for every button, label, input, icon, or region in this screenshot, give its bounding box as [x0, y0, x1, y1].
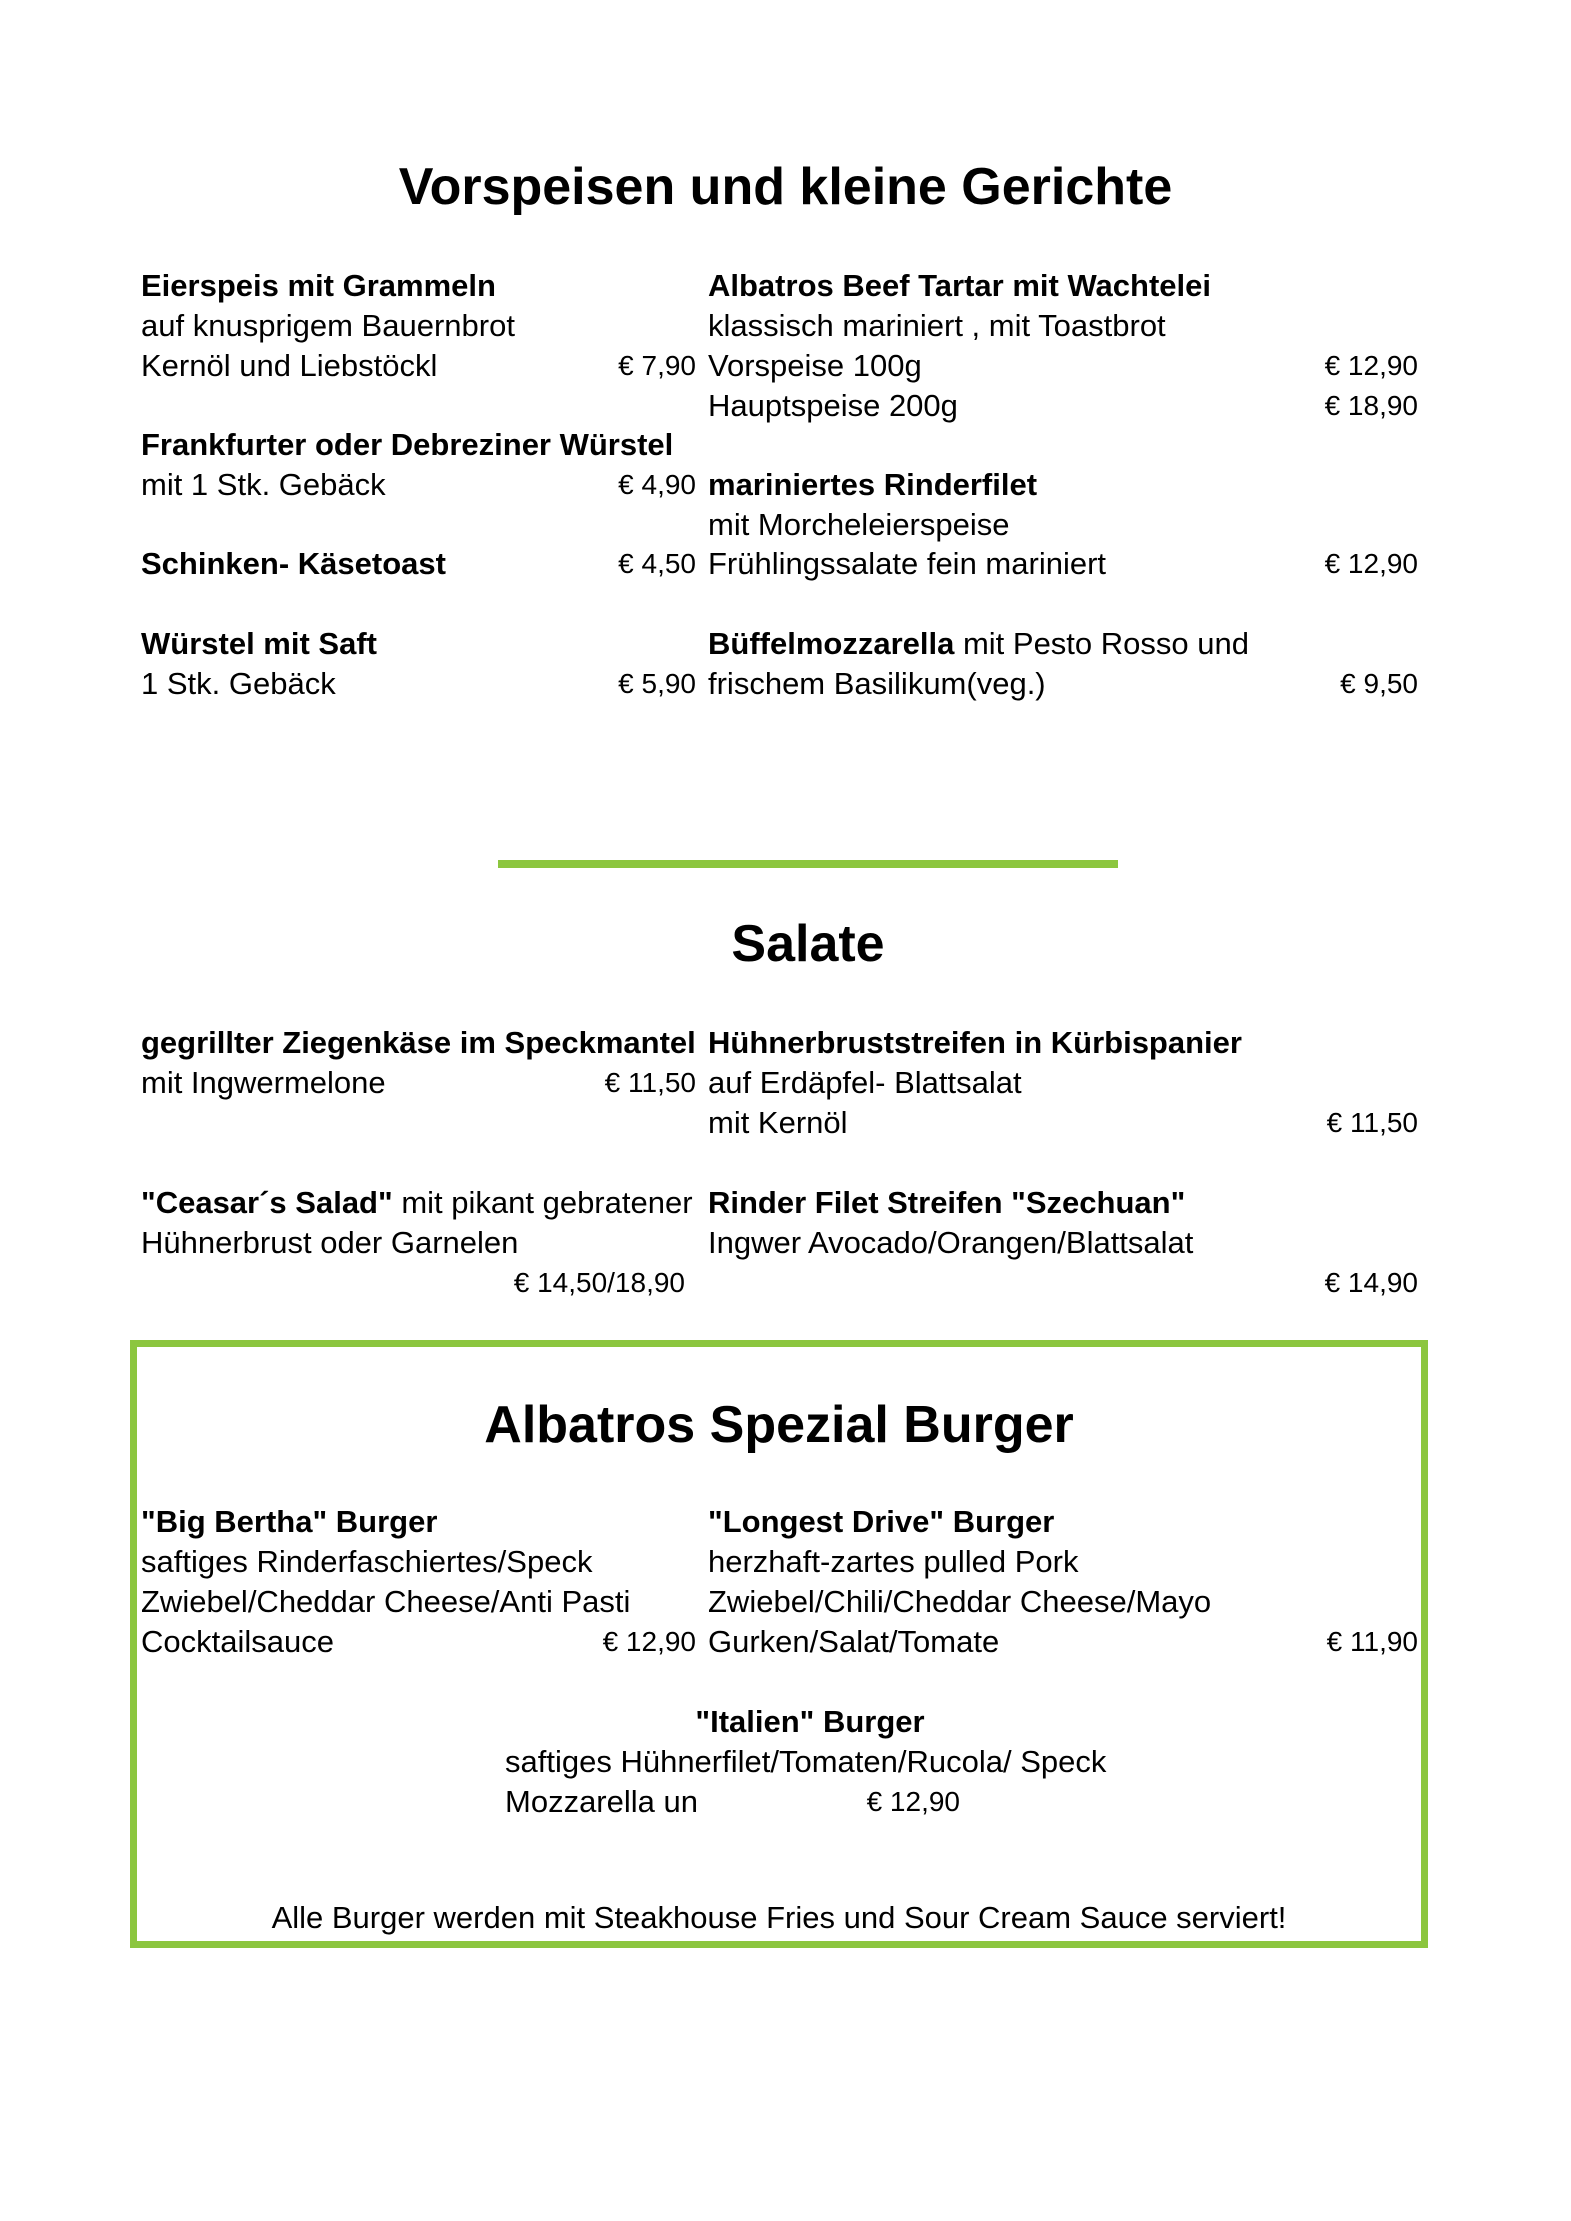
- dish-price: € 4,90: [618, 469, 696, 500]
- section-title-salate: Salate: [731, 915, 885, 973]
- burger-footer-note: Alle Burger werden mit Steakhouse Fries und Sour Cream Sauce serviert!: [271, 1900, 1287, 1935]
- section-title-burger: Albatros Spezial Burger: [484, 1396, 1074, 1454]
- dish-name: Würstel mit Saft: [141, 626, 377, 661]
- dish-name: Büffelmozzarella: [708, 626, 955, 661]
- dish-description: Hühnerbrust oder Garnelen: [141, 1225, 519, 1260]
- dish-price: € 7,90: [618, 350, 696, 381]
- dish-name: mariniertes Rinderfilet: [708, 467, 1038, 502]
- dish-price: € 11,50: [604, 1067, 696, 1098]
- dish-name: "Big Bertha" Burger: [141, 1504, 438, 1539]
- dish-description: klassisch mariniert , mit Toastbrot: [708, 308, 1166, 343]
- dish-description: saftiges Rinderfaschiertes/Speck: [141, 1544, 593, 1579]
- dish-description: Cocktailsauce: [141, 1624, 334, 1659]
- dish-description: mit Ingwermelone: [141, 1065, 386, 1100]
- dish-description: 1 Stk. Gebäck: [141, 666, 336, 701]
- dish-description: auf Erdäpfel- Blattsalat: [708, 1065, 1022, 1100]
- section-divider: [498, 860, 1118, 868]
- dish-price: € 18,90: [1324, 390, 1418, 421]
- dish-name: Frankfurter oder Debreziner Würstel: [141, 427, 674, 462]
- dish-description: mit Kernöl: [708, 1105, 848, 1140]
- dish-name: Schinken- Käsetoast: [141, 546, 446, 581]
- dish-description: Hauptspeise 200g: [708, 388, 958, 423]
- dish-description: mit 1 Stk. Gebäck: [141, 467, 386, 502]
- dish-name: "Longest Drive" Burger: [708, 1504, 1055, 1539]
- dish-description: auf knusprigem Bauernbrot: [141, 308, 515, 343]
- dish-price: € 12,90: [1324, 548, 1418, 579]
- dish-description: frischem Basilikum(veg.): [708, 666, 1046, 701]
- dish-price: € 4,50: [618, 548, 696, 579]
- dish-price: € 11,90: [1326, 1626, 1418, 1657]
- dish-name-line: [708, 624, 1249, 664]
- dish-name: gegrillter Ziegenkäse im Speckmantel: [141, 1025, 696, 1060]
- dish-description: Gurken/Salat/Tomate: [708, 1624, 1000, 1659]
- dish-description: Frühlingssalate fein mariniert: [708, 546, 1107, 581]
- dish-name: Hühnerbruststreifen in Kürbispanier: [708, 1025, 1242, 1060]
- dish-price: € 5,90: [618, 668, 696, 699]
- dish-description: Zwiebel/Chili/Cheddar Cheese/Mayo: [708, 1584, 1212, 1619]
- dish-description: mit Pesto Rosso und: [954, 626, 1249, 661]
- dish-description: mit Morcheleierspeise: [708, 507, 1010, 542]
- dish-price: € 14,90: [1324, 1267, 1418, 1298]
- dish-name: Rinder Filet Streifen "Szechuan": [708, 1185, 1186, 1220]
- dish-name-line: [141, 1183, 703, 1223]
- dish-description: Ingwer Avocado/Orangen/Blattsalat: [708, 1225, 1194, 1260]
- dish-name: "Italien" Burger: [695, 1704, 925, 1739]
- dish-name: Albatros Beef Tartar mit Wachtelei: [708, 268, 1212, 303]
- dish-description: mit pikant gebratener: [392, 1185, 693, 1220]
- dish-price: € 11,50: [1326, 1107, 1418, 1138]
- dish-price: € 12,90: [866, 1786, 960, 1817]
- dish-description: Vorspeise 100g: [708, 348, 922, 383]
- section-title-vorspeisen: Vorspeisen und kleine Gerichte: [398, 158, 1173, 216]
- dish-description: Zwiebel/Cheddar Cheese/Anti Pasti: [141, 1584, 631, 1619]
- dish-description: herzhaft-zartes pulled Pork: [708, 1544, 1079, 1579]
- dish-price: € 14,50/18,90: [513, 1267, 685, 1298]
- dish-price: € 9,50: [1340, 668, 1418, 699]
- dish-name: Eierspeis mit Grammeln: [141, 268, 496, 303]
- dish-description: Kernöl und Liebstöckl: [141, 348, 438, 383]
- dish-price: € 12,90: [602, 1626, 696, 1657]
- dish-description: Mozzarella un: [505, 1784, 698, 1819]
- dish-name: "Ceasar´s Salad": [141, 1185, 393, 1220]
- dish-description: saftiges Hühnerfilet/Tomaten/Rucola/ Speck: [505, 1744, 1107, 1779]
- dish-price: € 12,90: [1324, 350, 1418, 381]
